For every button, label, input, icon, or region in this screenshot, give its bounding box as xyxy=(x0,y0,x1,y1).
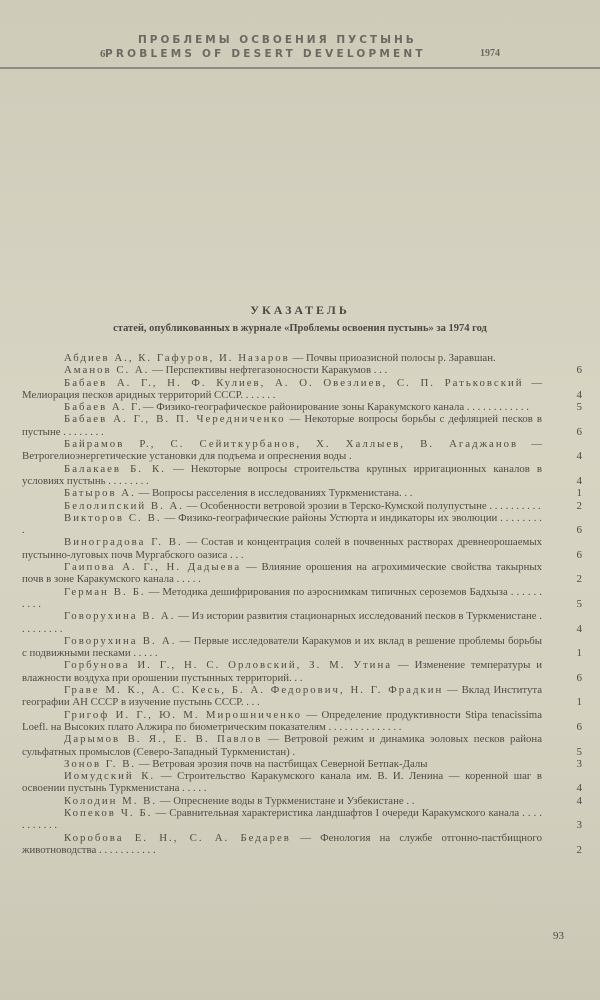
entry-title: — Сравнительная характеристика ландшафтов I очереди Каракумского канала . . . . . . . . . . . xyxy=(22,806,542,832)
index-entry xyxy=(22,352,582,364)
entry-title: — Ветровой режим и динамика эоловых песков района сульфатных промыслов (Северо-Западный Туркменистан) . xyxy=(22,733,542,758)
entry-title: — Мелиорация песков аридных территорий СССР. . . . . . . xyxy=(22,376,543,401)
entry-text xyxy=(22,610,542,635)
entry-issue: 2 xyxy=(576,843,582,856)
entry-author: Виноградова Г. В. xyxy=(64,536,183,549)
index-entry xyxy=(22,758,582,770)
entry-title: — Фенология на службе отгонно-пастбищного животноводства . . . . . . . . . . . xyxy=(22,831,542,856)
entry-text xyxy=(22,500,542,512)
index-entry xyxy=(22,586,582,611)
entry-text xyxy=(22,709,542,734)
entry-author: Белолипский В. А. xyxy=(64,499,184,512)
entry-title: — Ветровая эрозия почв на пастбищах Северной Бетпак-Далы xyxy=(136,757,428,770)
entry-issue: 2 xyxy=(576,499,582,512)
entry-text xyxy=(22,512,542,537)
entry-title: — Опреснение воды в Туркменистане и Узбекистане . . xyxy=(157,794,415,807)
entry-title: — Почвы приоазисной полосы р. Заравшан. xyxy=(289,352,496,364)
entry-author: Григоф И. Г., Ю. М. Мирошниченко xyxy=(64,708,303,721)
entry-text xyxy=(22,635,542,660)
entry-title: — Методика дешифрирования по аэроснимкам типичных сероземов Бадхыза . . . . . . . . . . xyxy=(22,585,542,610)
entry-text xyxy=(22,807,542,832)
entry-author: Батыров А. xyxy=(64,487,136,500)
issue-number: 6 xyxy=(100,48,106,60)
entry-issue: 6 xyxy=(576,720,582,733)
entry-text xyxy=(22,413,542,438)
index-entry xyxy=(22,684,582,709)
entry-title: — Первые исследователи Каракумов и их вклад в решение проблемы борьбы с подвижными песками . . . . . xyxy=(22,634,542,660)
entry-text xyxy=(22,364,542,376)
entry-author: Дарымов В. Я., Е. В. Павлов xyxy=(64,733,263,746)
entry-author: Бабаев А. Г., Н. Ф. Кулиев, А. О. Овезлиев, С. П. Ратьковский xyxy=(64,376,524,389)
entry-author: Бабаев А. Г. xyxy=(64,401,143,414)
entry-text xyxy=(22,401,542,413)
journal-title-ru: ПРОБЛЕМЫ ОСВОЕНИЯ ПУСТЫНЬ xyxy=(138,34,417,46)
entry-title: — Из истории развития стационарных исследований песков в Туркменистане . . . . . . . . . xyxy=(22,610,542,635)
entry-author: Балакаев Б. К. xyxy=(64,462,166,475)
entry-text xyxy=(22,352,542,364)
entry-title: — Вклад Института географии АН СССР в изучение пустынь СССР. . . . xyxy=(22,684,542,709)
index-entry xyxy=(22,413,582,438)
entry-issue: 4 xyxy=(576,782,582,795)
index-entry xyxy=(22,463,582,488)
index-entry xyxy=(22,438,582,463)
entry-title: — Определение продуктивности Stipa tenacissima Loefl. на Высоких плато Алжира по биометрическим показателям . . . . . . . . . . . . . . xyxy=(22,708,542,733)
entry-title: — Влияние орошения на агрохимические свойства такырных почв в зоне Каракумского канала . . . . . xyxy=(22,561,543,586)
index-title: УКАЗАТЕЛЬ xyxy=(250,303,350,317)
entry-text xyxy=(22,561,542,586)
entry-author: Гаипова А. Г., Н. Дадыева xyxy=(64,561,242,574)
entry-author: Горбунова И. Г., Н. С. Орловский, З. М. Утина xyxy=(64,659,393,672)
index-entry xyxy=(22,659,582,684)
entry-author: Герман В. Б. xyxy=(64,585,146,598)
entry-author: Колодин М. В. xyxy=(64,794,158,807)
entry-text xyxy=(22,586,542,611)
index-entry xyxy=(22,561,582,586)
entry-author: Викторов С. В. xyxy=(64,511,162,524)
page-number: 93 xyxy=(553,930,564,942)
index-entry xyxy=(22,500,582,512)
index-entry xyxy=(22,377,582,402)
entry-issue: 5 xyxy=(576,745,582,758)
entry-issue: 6 xyxy=(576,364,582,377)
index-entry xyxy=(22,832,582,857)
entry-author: Копеков Ч. Б. xyxy=(64,806,153,819)
entry-issue: 4 xyxy=(576,474,582,487)
entry-issue: 2 xyxy=(576,573,582,586)
entry-issue: 4 xyxy=(576,388,582,401)
entry-title: — Особенности ветровой эрозии в Терско-Кумской полупустыне . . . . . . . . . . xyxy=(183,499,541,512)
entry-author: Говорухина В. А. xyxy=(64,634,177,647)
index-entry xyxy=(22,807,582,832)
entry-text xyxy=(22,438,542,463)
entry-text xyxy=(22,536,542,561)
entry-author: Аманов С. А. xyxy=(64,364,150,377)
entry-issue: 5 xyxy=(576,401,582,414)
index-entries xyxy=(22,352,582,856)
entry-text xyxy=(22,684,542,709)
entry-author: Граве М. К., А. С. Кесь, Б. А. Федорович, Н. Г. Фрадкин xyxy=(64,684,444,697)
entry-issue: 6 xyxy=(576,425,582,438)
entry-issue: 6 xyxy=(576,524,582,537)
entry-text xyxy=(22,832,542,857)
entry-author: Коробова Е. Н., С. А. Бедарев xyxy=(64,831,291,844)
index-entry xyxy=(22,364,582,376)
header-rule xyxy=(0,67,600,69)
journal-title-en: PROBLEMS OF DESERT DEVELOPMENT xyxy=(105,48,426,60)
index-entry xyxy=(22,733,582,758)
entry-title: — Вопросы расселения в исследованиях Туркменистана. . . xyxy=(135,487,413,500)
index-entry xyxy=(22,610,582,635)
entry-issue: 6 xyxy=(576,671,582,684)
entry-title: — Изменение температуры и влажности воздуха при орошении пустынных территорий. . . xyxy=(22,659,542,684)
entry-author: Зонов Г. В. xyxy=(64,757,137,770)
entry-issue: 4 xyxy=(576,450,582,463)
entry-text xyxy=(22,487,542,499)
entry-author: Говорухина В. А. xyxy=(64,610,176,623)
entry-issue: 1 xyxy=(576,696,582,709)
index-entry xyxy=(22,795,582,807)
entry-text xyxy=(22,377,542,402)
entry-issue: 1 xyxy=(576,487,582,500)
entry-issue: 4 xyxy=(576,794,582,807)
index-entry xyxy=(22,709,582,734)
entry-text xyxy=(22,733,542,758)
entry-title: — Некоторые вопросы строительства крупных ирригационных каналов в условиях пустынь . . . . . . . . xyxy=(22,462,542,487)
entry-title: — Перспективы нефтегазоносности Каракумов . . . xyxy=(149,364,388,377)
index-subtitle: статей, опубликованных в журнале «Проблемы освоения пустынь» за 1974 год xyxy=(113,323,487,334)
entry-title: — Ветрогелиоэнергетические установки для подъема и опреснения воды . xyxy=(22,438,542,463)
entry-issue: 5 xyxy=(576,597,582,610)
entry-title: — Физико-географическое районирование зоны Каракумского канала . . . . . . . . . . . . xyxy=(142,401,529,414)
entry-title: — Некоторые вопросы борьбы с дефляцией песков в пустыне . . . . . . . . xyxy=(22,413,543,438)
entry-issue: 4 xyxy=(576,622,582,635)
index-entry xyxy=(22,635,582,660)
entry-text xyxy=(22,463,542,488)
journal-year: 1974 xyxy=(480,48,500,59)
entry-text xyxy=(22,795,542,807)
entry-text xyxy=(22,659,542,684)
entry-author: Иомудский К. xyxy=(64,770,156,783)
index-entry xyxy=(22,487,582,499)
index-entry xyxy=(22,401,582,413)
entry-title: — Физико-географические районы Устюрта и индикаторы их эволюции . . . . . . . . . xyxy=(22,511,542,537)
entry-issue: 6 xyxy=(576,548,582,561)
entry-issue: 3 xyxy=(576,819,582,832)
entry-author: Байрамов Р., С. Сейиткурбанов, Х. Халлыев, В. Агаджанов xyxy=(64,438,519,451)
entry-issue: 3 xyxy=(576,757,582,770)
entry-author: Абдиев А., К. Гафуров, И. Назаров xyxy=(64,352,290,364)
entry-author: Бабаев А. Г., В. П. Чередниченко xyxy=(64,413,286,426)
index-entry xyxy=(22,536,582,561)
entry-text xyxy=(22,770,542,795)
index-entry xyxy=(22,512,582,537)
index-entry xyxy=(22,770,582,795)
entry-issue: 1 xyxy=(576,647,582,660)
entry-text xyxy=(22,758,542,770)
entry-title: — Состав и концентрация солей в почвенных растворах древнеорошаемых пустынно-луговых почв Мургабского оазиса . . . xyxy=(22,536,543,561)
entry-title: — Строительство Каракумского канала им. В. И. Ленина — коренной шаг в освоении пустынь Туркменистана . . . . . xyxy=(22,770,542,795)
